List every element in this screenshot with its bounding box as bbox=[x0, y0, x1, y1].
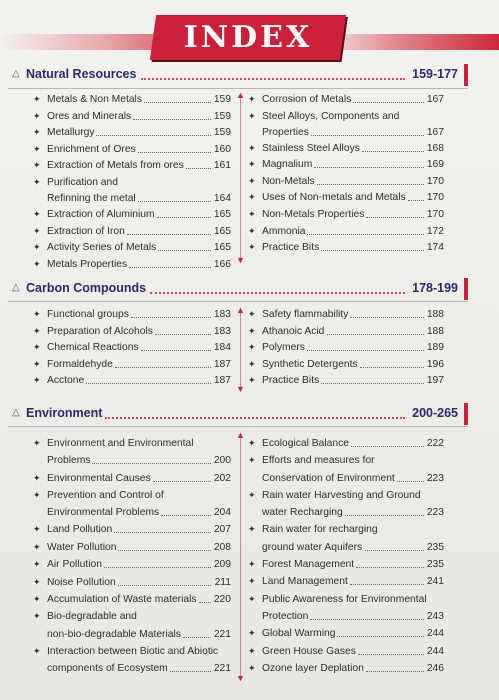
bullet-icon: ✦ bbox=[33, 594, 41, 604]
leader-dots bbox=[353, 92, 424, 103]
leader-dots bbox=[86, 373, 211, 384]
index-entry[interactable] bbox=[33, 307, 231, 324]
bullet-icon: ✦ bbox=[33, 611, 41, 622]
bullet-icon: ✦ bbox=[33, 110, 41, 121]
entry-title-line2: Protection bbox=[262, 610, 309, 622]
index-entry[interactable] bbox=[33, 340, 231, 357]
section-title: Environment bbox=[26, 406, 103, 420]
bullet-icon: ✦ bbox=[248, 438, 256, 448]
index-entry[interactable] bbox=[248, 240, 444, 257]
page-title: INDEX bbox=[183, 20, 313, 55]
entry-page: 165 bbox=[213, 242, 231, 254]
entry-title: Green House Gases bbox=[262, 645, 356, 657]
leader-dots bbox=[397, 471, 424, 482]
entry-title: Land Management bbox=[262, 576, 348, 588]
leader-dots bbox=[92, 453, 211, 464]
entry-title: Stainless Steel Alloys bbox=[262, 142, 360, 154]
leader-dots bbox=[321, 240, 424, 251]
leader-dots bbox=[161, 505, 211, 516]
bullet-icon: ✦ bbox=[33, 143, 41, 154]
entry-page: 187 bbox=[213, 358, 231, 370]
bullet-icon: ✦ bbox=[33, 225, 41, 236]
entry-title: Ozone layer Deplation bbox=[262, 663, 364, 674]
leader-dots bbox=[158, 240, 211, 251]
leader-dots bbox=[118, 575, 211, 586]
bullet-icon: ✦ bbox=[33, 94, 41, 104]
bullet-icon: ✦ bbox=[33, 127, 41, 138]
leader-dots bbox=[350, 307, 424, 318]
index-entry[interactable] bbox=[33, 109, 231, 126]
section-leader-dots bbox=[150, 282, 405, 294]
index-entry[interactable] bbox=[248, 488, 444, 523]
entry-title: Ores and Minerals bbox=[47, 110, 132, 122]
entry-title: Global Warming bbox=[262, 628, 336, 640]
bullet-icon: ✦ bbox=[248, 342, 256, 353]
entry-title: Extraction of Metals from ores bbox=[47, 160, 184, 172]
section-pages: 159-177 bbox=[412, 67, 458, 81]
entry-title-line2: components of Ecosystem bbox=[47, 663, 168, 675]
index-entry[interactable] bbox=[248, 109, 444, 141]
bullet-icon: ✦ bbox=[248, 325, 256, 336]
index-entry[interactable] bbox=[248, 340, 444, 357]
index-entry[interactable] bbox=[33, 224, 231, 241]
entry-title-line2: Conservation of Environment bbox=[262, 472, 395, 484]
entry-title-line2: Environmental Problems bbox=[47, 507, 160, 519]
bullet-icon: ✦ bbox=[33, 160, 41, 171]
index-entry[interactable] bbox=[33, 92, 231, 109]
entry-title: Ecological Balance bbox=[262, 438, 350, 449]
section-divider bbox=[8, 88, 468, 89]
leader-dots bbox=[186, 158, 211, 169]
entry-title: Corrosion of Metals bbox=[262, 94, 352, 105]
entry-title: Practice Bits bbox=[262, 242, 320, 254]
leader-dots bbox=[157, 207, 211, 218]
entry-title: Environmental Causes bbox=[47, 472, 151, 484]
index-entry[interactable] bbox=[33, 158, 231, 175]
entry-page: 222 bbox=[426, 438, 444, 449]
index-entry[interactable] bbox=[248, 557, 444, 574]
leader-dots bbox=[327, 324, 424, 335]
entry-page: 211 bbox=[214, 576, 231, 588]
banner-stripe-right bbox=[335, 34, 499, 50]
bullet-icon: ✦ bbox=[248, 489, 256, 500]
index-entry[interactable] bbox=[33, 357, 231, 374]
entry-title: Extraction of Iron bbox=[47, 225, 125, 237]
leader-dots bbox=[141, 340, 211, 351]
section-divider bbox=[8, 426, 468, 427]
section-leader-dots bbox=[105, 407, 405, 419]
entry-title: Functional groups bbox=[47, 309, 129, 320]
leader-dots bbox=[129, 257, 211, 268]
bullet-icon: ✦ bbox=[33, 541, 41, 552]
leader-dots bbox=[314, 157, 424, 168]
entry-page: 165 bbox=[213, 225, 231, 237]
bullet-icon: ✦ bbox=[248, 192, 256, 203]
index-entry[interactable] bbox=[248, 324, 444, 341]
leader-dots bbox=[345, 505, 424, 516]
index-entry[interactable] bbox=[248, 174, 444, 191]
index-entry[interactable] bbox=[33, 175, 231, 207]
entry-title-line2: Properties bbox=[262, 126, 309, 138]
arrow-down-icon: ▼ bbox=[236, 673, 245, 683]
section-title: Carbon Compounds bbox=[26, 281, 147, 295]
index-entry[interactable] bbox=[33, 436, 231, 471]
index-entry[interactable] bbox=[33, 471, 231, 488]
leader-dots bbox=[199, 592, 211, 603]
entry-title: Safety flammability bbox=[262, 309, 349, 320]
index-entry[interactable] bbox=[248, 661, 444, 678]
column-divider bbox=[240, 434, 241, 680]
entry-page: 235 bbox=[426, 558, 444, 570]
section-header[interactable] bbox=[8, 64, 468, 86]
entry-title: Interaction between Biotic and Abiotic bbox=[47, 645, 219, 657]
bullet-icon: ✦ bbox=[248, 159, 256, 170]
leader-dots bbox=[350, 574, 424, 585]
index-entry[interactable] bbox=[33, 575, 231, 592]
section-leader-dots bbox=[141, 68, 405, 80]
entry-title: Prevention and Control of bbox=[47, 489, 164, 501]
entry-page: 187 bbox=[213, 375, 231, 387]
entry-page: 188 bbox=[426, 325, 444, 337]
leader-dots bbox=[408, 190, 424, 201]
index-entry[interactable] bbox=[248, 141, 444, 158]
leader-dots bbox=[366, 207, 424, 218]
section-bar bbox=[464, 64, 468, 86]
index-entry[interactable] bbox=[248, 92, 444, 109]
leader-dots bbox=[310, 609, 424, 620]
bullet-icon: ✦ bbox=[248, 110, 256, 121]
entry-title: Noise Pollution bbox=[47, 576, 116, 588]
entry-page: 161 bbox=[213, 160, 231, 172]
bullet-icon: ✦ bbox=[248, 628, 256, 639]
entry-title-line2: Problems bbox=[47, 455, 91, 467]
bullet-icon: ✦ bbox=[248, 593, 256, 604]
column-divider bbox=[240, 309, 241, 391]
entry-page: 241 bbox=[426, 576, 444, 588]
bullet-icon: ✦ bbox=[248, 524, 256, 535]
leader-dots bbox=[366, 661, 424, 672]
entry-title: Environment and Environmental bbox=[47, 438, 194, 449]
entry-page: 159 bbox=[213, 110, 231, 122]
entry-page: 244 bbox=[426, 628, 444, 640]
arrow-down-icon: ▼ bbox=[236, 255, 245, 265]
bullet-icon: ✦ bbox=[248, 142, 256, 153]
entry-title: Extraction of Aluminium bbox=[47, 209, 155, 220]
leader-dots bbox=[144, 92, 211, 103]
bullet-icon: ✦ bbox=[33, 489, 41, 500]
entry-page: 183 bbox=[213, 309, 231, 320]
index-entry[interactable] bbox=[248, 357, 444, 374]
entry-page: 244 bbox=[426, 645, 444, 657]
bullet-icon: ✦ bbox=[33, 325, 41, 336]
bullet-icon: ✦ bbox=[33, 209, 41, 219]
bullet-icon: ✦ bbox=[248, 309, 256, 319]
bullet-icon: ✦ bbox=[33, 258, 41, 269]
index-entry[interactable] bbox=[248, 373, 444, 390]
bullet-icon: ✦ bbox=[248, 242, 256, 253]
section-header[interactable] bbox=[8, 278, 468, 300]
entry-page: 223 bbox=[426, 507, 444, 519]
section-pages: 178-199 bbox=[412, 281, 458, 295]
title-banner bbox=[0, 12, 499, 62]
leader-dots bbox=[133, 109, 211, 120]
entry-title-line2: non-bio-degradable Materials bbox=[47, 628, 181, 640]
entry-page: 235 bbox=[426, 541, 444, 553]
bullet-icon: ✦ bbox=[33, 559, 41, 570]
index-entry[interactable] bbox=[33, 142, 231, 159]
entry-title: Rain water for recharging bbox=[262, 524, 378, 536]
entry-title: Non-Metals Properties bbox=[262, 209, 365, 220]
index-entry[interactable] bbox=[248, 190, 444, 207]
arrow-up-icon: ▲ bbox=[236, 430, 245, 440]
bullet-icon: ✦ bbox=[33, 645, 41, 656]
entry-title: Rain water Harvesting and Ground bbox=[262, 489, 421, 501]
leader-dots bbox=[155, 324, 211, 335]
entry-title: Accumulation of Waste materials bbox=[47, 594, 197, 605]
entry-title: Acctone bbox=[47, 375, 85, 387]
entry-page: 196 bbox=[426, 358, 444, 370]
entry-page: 170 bbox=[426, 209, 444, 220]
entry-title: Land Pollution bbox=[47, 524, 113, 536]
entry-page: 183 bbox=[213, 325, 231, 337]
entry-page: 188 bbox=[426, 309, 444, 320]
entry-page: 220 bbox=[213, 594, 231, 605]
leader-dots bbox=[307, 224, 424, 235]
index-entry[interactable] bbox=[248, 626, 444, 643]
index-entry[interactable] bbox=[248, 574, 444, 591]
entry-title: Non-Metals bbox=[262, 175, 315, 187]
leader-dots bbox=[96, 125, 211, 136]
index-entry[interactable] bbox=[248, 453, 444, 488]
bullet-icon: ✦ bbox=[33, 358, 41, 369]
entry-title: Steel Alloys, Components and bbox=[262, 110, 400, 122]
leader-dots bbox=[307, 340, 424, 351]
index-entry[interactable] bbox=[248, 307, 444, 324]
leader-dots bbox=[118, 540, 211, 551]
bullet-icon: ✦ bbox=[33, 309, 41, 319]
section-title: Natural Resources bbox=[26, 67, 137, 81]
arrow-down-icon: ▼ bbox=[236, 384, 245, 394]
arrow-up-icon: ▲ bbox=[236, 305, 245, 315]
index-entry[interactable] bbox=[248, 224, 444, 241]
bullet-icon: ✦ bbox=[248, 94, 256, 104]
entry-title: Metals Properties bbox=[47, 258, 128, 270]
entry-title: Activity Series of Metals bbox=[47, 242, 157, 254]
leader-dots bbox=[351, 436, 424, 447]
entry-title: Efforts and measures for bbox=[262, 455, 375, 467]
entry-title: Public Awareness for Environmental bbox=[262, 593, 427, 605]
entry-page: 189 bbox=[426, 342, 444, 354]
entry-page: 172 bbox=[426, 225, 444, 237]
entry-page: 209 bbox=[213, 559, 231, 571]
entry-page: 170 bbox=[426, 192, 444, 204]
entry-page: 165 bbox=[213, 209, 231, 220]
bullet-icon: ✦ bbox=[33, 342, 41, 353]
leader-dots bbox=[114, 522, 211, 533]
triangle-icon: △ bbox=[12, 407, 20, 418]
entry-page: 159 bbox=[213, 94, 231, 105]
index-entry[interactable] bbox=[248, 522, 444, 557]
index-entry[interactable] bbox=[33, 557, 231, 574]
entry-page: 159 bbox=[213, 127, 231, 139]
bullet-icon: ✦ bbox=[33, 177, 41, 187]
entry-page: 207 bbox=[213, 524, 231, 536]
entry-page: 246 bbox=[426, 663, 444, 674]
leader-dots bbox=[337, 626, 424, 637]
leader-dots bbox=[311, 125, 424, 136]
section-divider bbox=[8, 301, 468, 302]
entry-page: 166 bbox=[213, 258, 231, 270]
entry-title-line2: ground water Aquifers bbox=[262, 541, 363, 553]
index-entry[interactable] bbox=[33, 609, 231, 644]
bullet-icon: ✦ bbox=[33, 438, 41, 448]
entry-page: 167 bbox=[426, 126, 444, 138]
index-entry[interactable] bbox=[33, 257, 231, 274]
index-entry[interactable] bbox=[33, 373, 231, 390]
leader-dots bbox=[104, 557, 211, 568]
index-entry[interactable] bbox=[33, 207, 231, 224]
index-entry[interactable] bbox=[248, 207, 444, 224]
entry-title-line2: water Recharging bbox=[262, 507, 343, 519]
leader-dots bbox=[131, 307, 211, 318]
entry-title: Chemical Reactions bbox=[47, 342, 139, 354]
entry-page: 221 bbox=[213, 663, 231, 675]
entry-page: 164 bbox=[213, 193, 231, 204]
entry-page: 200 bbox=[213, 455, 231, 467]
leader-dots bbox=[138, 191, 211, 202]
entry-title-line2: Refinning the metal bbox=[47, 193, 136, 204]
entry-title: Metals & Non Metals bbox=[47, 94, 142, 105]
leader-dots bbox=[365, 540, 424, 551]
index-entry[interactable] bbox=[33, 488, 231, 523]
leader-dots bbox=[183, 627, 211, 638]
triangle-icon: △ bbox=[12, 282, 20, 293]
bullet-icon: ✦ bbox=[33, 375, 41, 386]
triangle-icon: △ bbox=[12, 68, 20, 79]
bullet-icon: ✦ bbox=[33, 576, 41, 587]
index-entry[interactable] bbox=[248, 592, 444, 627]
index-entry[interactable] bbox=[33, 240, 231, 257]
banner-stripe-left bbox=[0, 34, 170, 50]
leader-dots bbox=[362, 141, 424, 152]
entry-page: 168 bbox=[426, 142, 444, 154]
bullet-icon: ✦ bbox=[248, 175, 256, 186]
index-entry[interactable] bbox=[33, 644, 231, 679]
entry-title: Practice Bits bbox=[262, 375, 320, 387]
index-entry[interactable] bbox=[33, 540, 231, 557]
index-entry[interactable] bbox=[33, 324, 231, 341]
index-entry[interactable] bbox=[33, 592, 231, 609]
section-bar bbox=[464, 403, 468, 425]
entry-title: Purification and bbox=[47, 177, 118, 188]
entry-title: Water Pollution bbox=[47, 541, 117, 553]
entry-page: 197 bbox=[426, 375, 444, 387]
index-entry[interactable] bbox=[248, 644, 444, 661]
entry-page: 208 bbox=[213, 541, 231, 553]
index-entry[interactable] bbox=[33, 125, 231, 142]
entry-title: Polymers bbox=[262, 342, 305, 354]
entry-title: Synthetic Detergents bbox=[262, 358, 358, 370]
entry-title: Metallurgy bbox=[47, 127, 95, 139]
bullet-icon: ✦ bbox=[33, 472, 41, 483]
entry-title: Ammonia bbox=[262, 225, 306, 237]
entry-title: Bio-degradable and bbox=[47, 611, 137, 623]
entry-title: Uses of Non-metals and Metals bbox=[262, 192, 406, 204]
leader-dots bbox=[356, 557, 424, 568]
bullet-icon: ✦ bbox=[248, 209, 256, 219]
leader-dots bbox=[321, 373, 424, 384]
section-bar bbox=[464, 278, 468, 300]
bullet-icon: ✦ bbox=[248, 663, 256, 673]
bullet-icon: ✦ bbox=[248, 455, 256, 466]
entry-page: 184 bbox=[213, 342, 231, 354]
leader-dots bbox=[317, 174, 424, 185]
leader-dots bbox=[138, 142, 211, 153]
leader-dots bbox=[360, 357, 424, 368]
bullet-icon: ✦ bbox=[248, 576, 256, 587]
entry-page: 174 bbox=[426, 242, 444, 254]
entry-page: 169 bbox=[426, 159, 444, 171]
arrow-up-icon: ▲ bbox=[236, 90, 245, 100]
bullet-icon: ✦ bbox=[33, 242, 41, 253]
entry-page: 170 bbox=[426, 175, 444, 187]
entry-title: Enrichment of Ores bbox=[47, 143, 136, 155]
index-entry[interactable] bbox=[33, 522, 231, 539]
leader-dots bbox=[358, 644, 424, 655]
entry-page: 223 bbox=[426, 472, 444, 484]
section-header[interactable] bbox=[8, 403, 468, 425]
column-divider bbox=[240, 94, 241, 262]
leader-dots bbox=[153, 471, 211, 482]
entry-title: Magnalium bbox=[262, 159, 313, 171]
entry-title: Forest Management bbox=[262, 558, 355, 570]
entry-title: Athanoic Acid bbox=[262, 325, 325, 337]
bullet-icon: ✦ bbox=[248, 558, 256, 569]
bullet-icon: ✦ bbox=[248, 375, 256, 386]
bullet-icon: ✦ bbox=[248, 645, 256, 656]
bullet-icon: ✦ bbox=[248, 358, 256, 369]
bullet-icon: ✦ bbox=[33, 524, 41, 535]
section-pages: 200-265 bbox=[412, 406, 458, 420]
entry-page: 204 bbox=[213, 507, 231, 519]
leader-dots bbox=[127, 224, 211, 235]
entry-page: 202 bbox=[213, 472, 231, 484]
leader-dots bbox=[170, 661, 211, 672]
index-entry[interactable] bbox=[248, 436, 444, 453]
entry-title: Air Pollution bbox=[47, 559, 102, 571]
entry-title: Preparation of Alcohols bbox=[47, 325, 153, 337]
entry-page: 160 bbox=[213, 143, 231, 155]
entry-page: 221 bbox=[213, 628, 231, 640]
entry-page: 243 bbox=[426, 610, 444, 622]
entry-page: 167 bbox=[426, 94, 444, 105]
leader-dots bbox=[115, 357, 211, 368]
bullet-icon: ✦ bbox=[248, 225, 256, 236]
index-entry[interactable] bbox=[248, 157, 444, 174]
entry-title: Formaldehyde bbox=[47, 358, 113, 370]
